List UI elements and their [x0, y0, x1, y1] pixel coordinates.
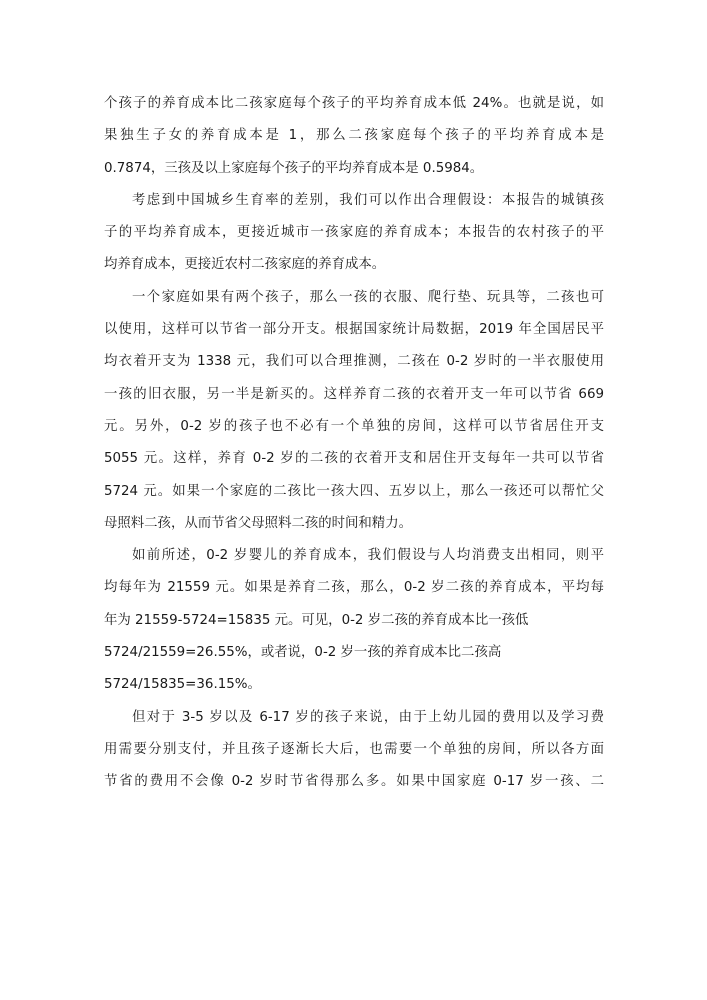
text-line: 节省的费用不会像 0-2 岁时节省得那么多。如果中国家庭 0-17 岁一孩、二	[104, 774, 604, 790]
text-line: 母照料二孩，从而节省父母照料二孩的时间和精力。	[104, 515, 412, 531]
text-line: 元。另外，0-2 岁的孩子也不必有一个单独的房间，这样可以节省居住开支	[104, 418, 604, 434]
text-line: 子的平均养育成本，更接近城市一孩家庭的养育成本；本报告的农村孩子的平	[104, 225, 604, 241]
text-line: 如前所述，0-2 岁婴儿的养育成本，我们假设与人均消费支出相同，则平	[132, 548, 604, 564]
text-line: 一孩的旧衣服，另一半是新买的。这样养育二孩的衣着开支一年可以节省 669	[104, 386, 604, 402]
text-line: 个孩子的养育成本比二孩家庭每个孩子的平均养育成本低 24%。也就是说，如	[104, 96, 604, 111]
text-line: 5055 元。这样，养育 0-2 岁的二孩的衣着开支和居住开支每年一共可以节省	[104, 451, 604, 467]
text-line: 5724/21559=26.55%，或者说，0-2 岁一孩的养育成本比二孩高	[104, 645, 502, 661]
paragraph-5	[104, 702, 604, 799]
paragraph-1	[104, 88, 604, 185]
text-line: 0.7874，三孩及以上家庭每个孩子的平均养育成本是 0.5984。	[104, 160, 484, 176]
text-line: 均养育成本，更接近农村二孩家庭的养育成本。	[104, 257, 386, 273]
text-line: 年为 21559-5724=15835 元。可见，0-2 岁二孩的养育成本比一孩低	[104, 612, 529, 628]
text-line: 果独生子女的养育成本是 1，那么二孩家庭每个孩子的平均养育成本是	[104, 128, 604, 144]
text-line: 5724 元。如果一个家庭的二孩比一孩大四、五岁以上，那么一孩还可以帮忙父	[104, 483, 604, 499]
text-line: 但对于 3-5 岁以及 6-17 岁的孩子来说，由于上幼儿园的费用以及学习费	[132, 709, 604, 725]
text-line: 5724/15835=36.15%。	[104, 677, 261, 693]
text-line: 一个家庭如果有两个孩子，那么一孩的衣服、爬行垫、玩具等，二孩也可	[132, 289, 604, 305]
paragraph-2	[104, 185, 604, 282]
text-line: 用需要分别支付，并且孩子逐渐长大后，也需要一个单独的房间，所以各方面	[104, 741, 604, 757]
text-line: 考虑到中国城乡生育率的差别，我们可以作出合理假设：本报告的城镇孩	[132, 192, 604, 208]
body-text	[104, 88, 604, 799]
paragraph-4	[104, 540, 604, 701]
text-line: 均每年为 21559 元。如果是养育二孩，那么，0-2 岁二孩的养育成本，平均每	[104, 580, 604, 596]
text-line: 均衣着开支为 1338 元，我们可以合理推测，二孩在 0-2 岁时的一半衣服使用	[104, 354, 604, 370]
text-line: 以使用，这样可以节省一部分开支。根据国家统计局数据，2019 年全国居民平	[104, 322, 604, 338]
paragraph-3	[104, 282, 604, 540]
